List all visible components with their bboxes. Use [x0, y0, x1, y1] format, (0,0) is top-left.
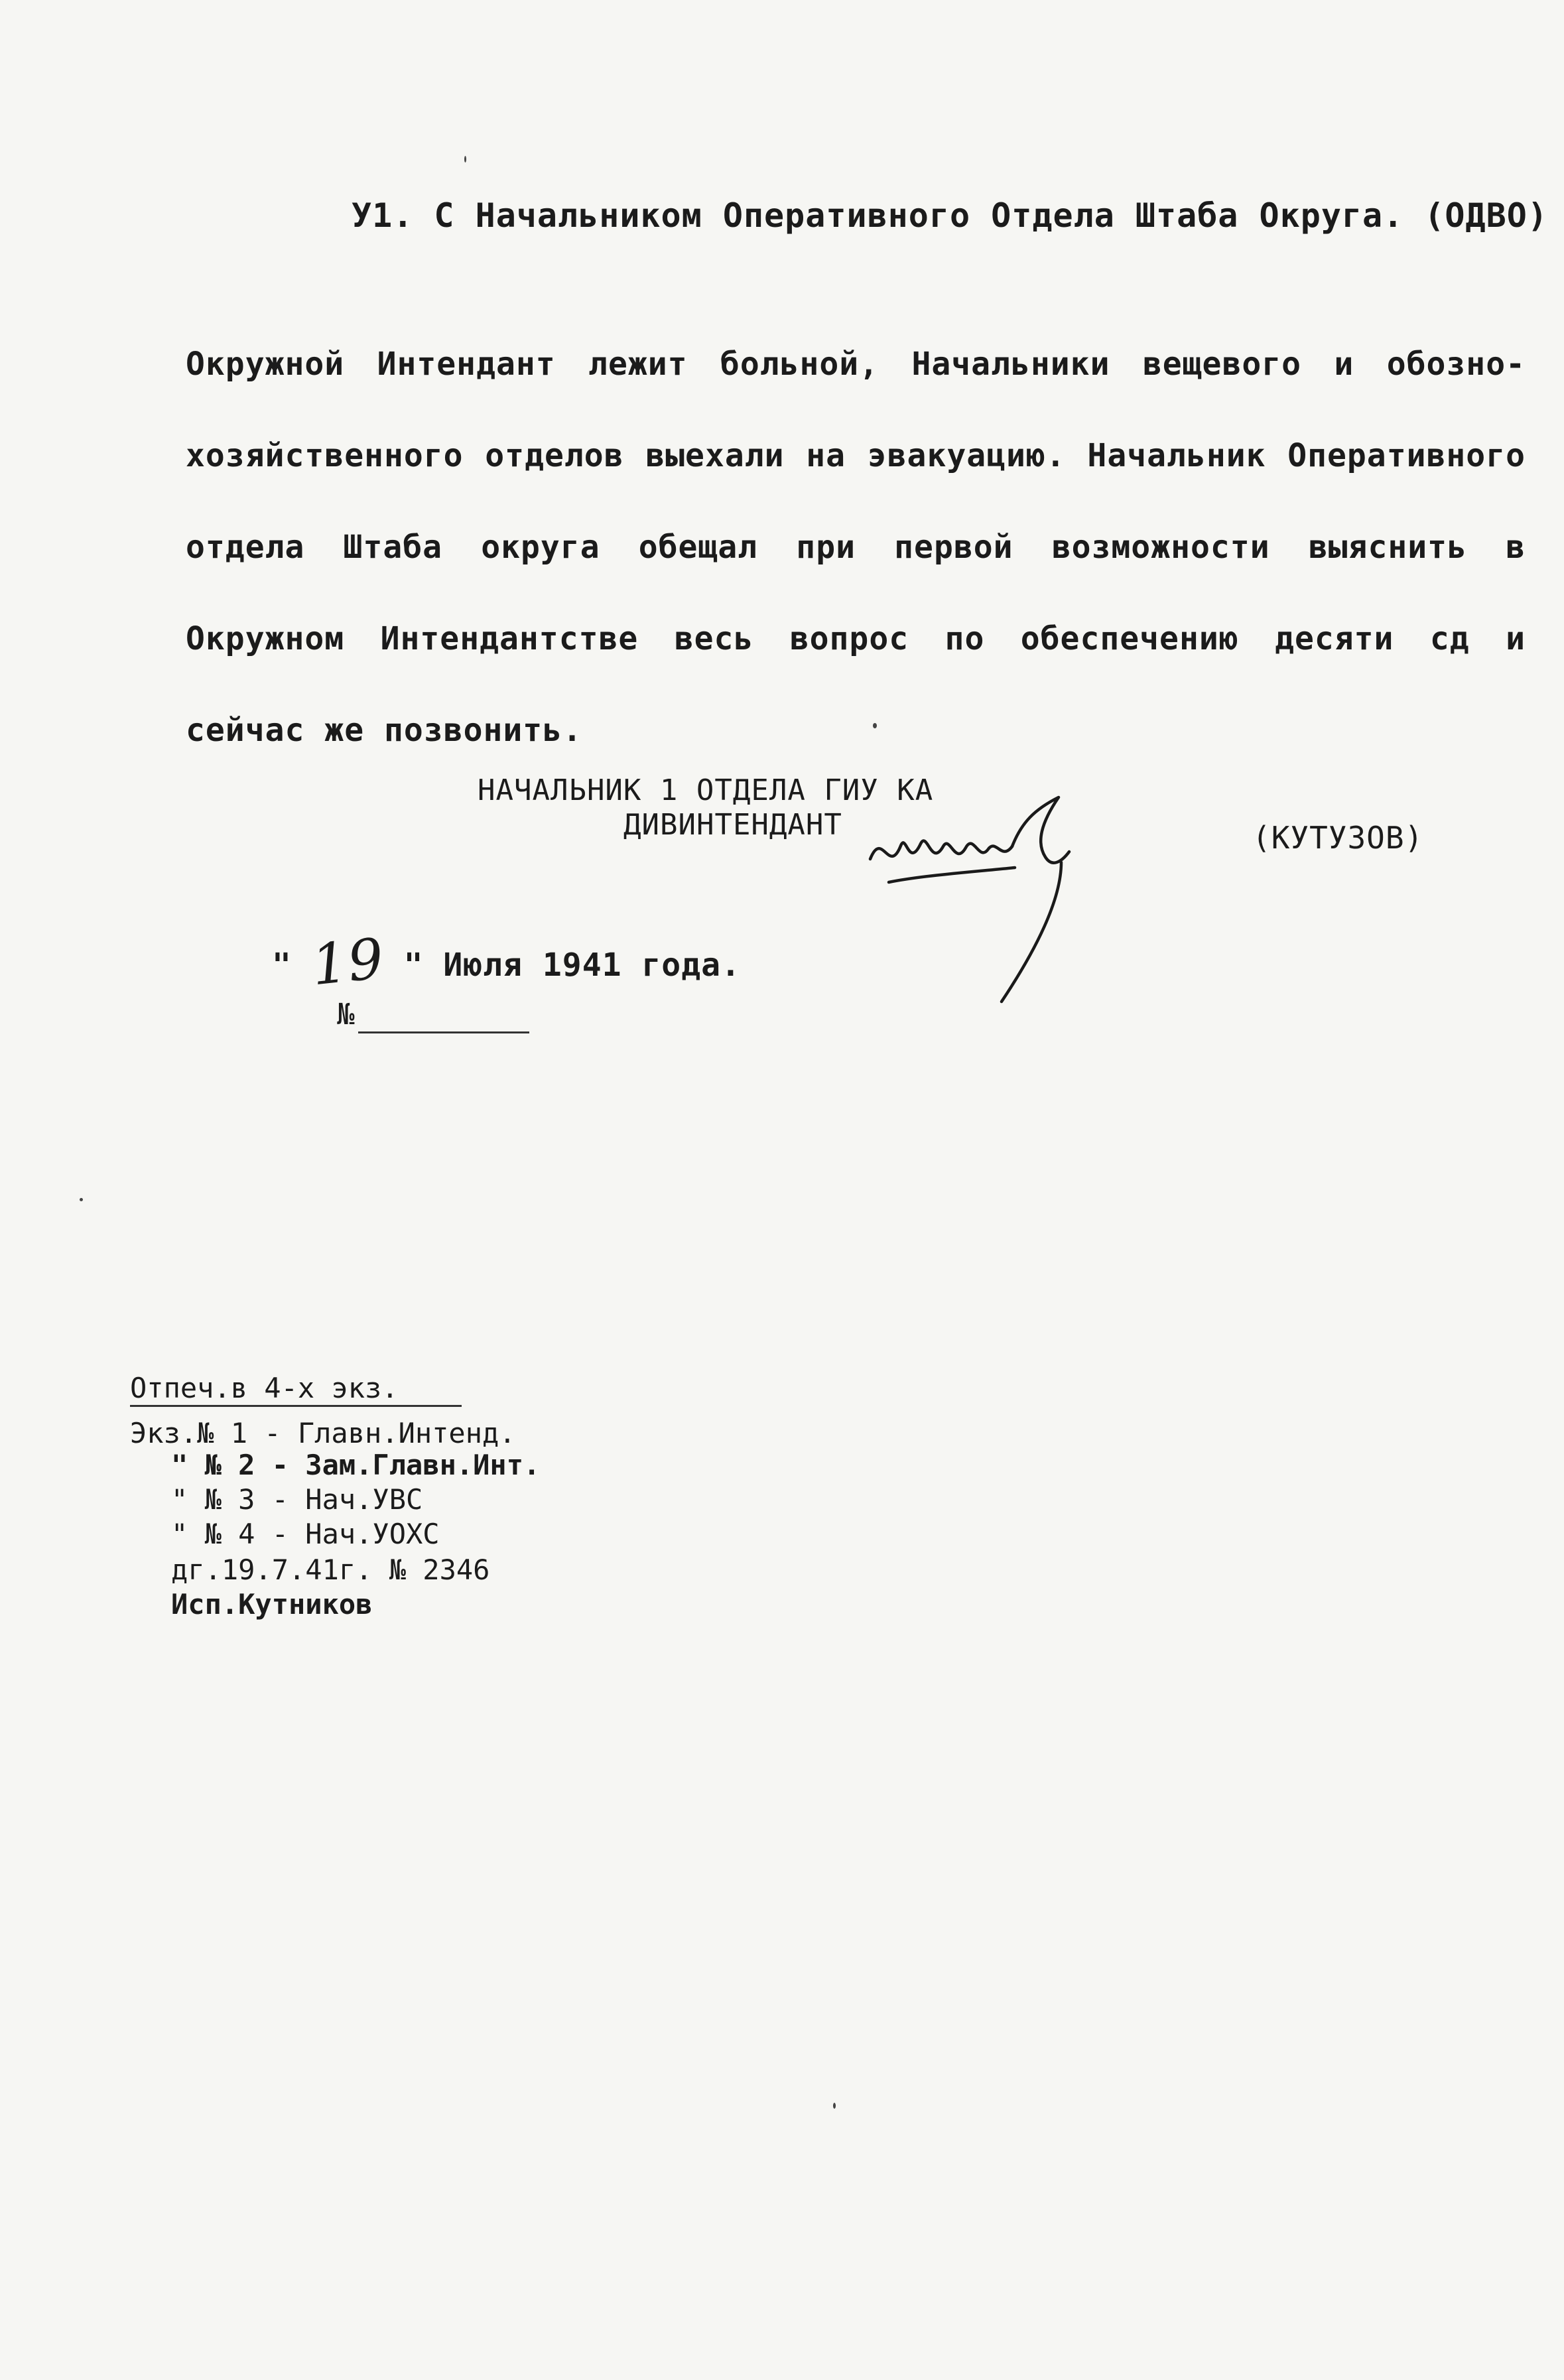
document-date: [272, 925, 741, 998]
document-number-blank: [358, 1031, 529, 1033]
distribution-line: Исп.Кутников: [171, 1588, 373, 1620]
distribution-line: " № 2 - Зам.Главн.Инт.: [171, 1449, 541, 1481]
paper-speck: [873, 723, 877, 728]
distribution-header-underline: [130, 1405, 462, 1407]
paper-speck: [80, 1198, 83, 1201]
paper-speck: [464, 156, 466, 163]
distribution-header: Отпеч.в 4-х экз.: [130, 1372, 399, 1404]
document-number-label: №: [337, 998, 356, 1031]
distribution-line: " № 4 - Нач.УОХС: [171, 1518, 440, 1550]
signatory-name: (КУТУЗОВ): [1252, 820, 1424, 856]
date-open-quote: ": [272, 947, 292, 984]
signatory-rank: ДИВИНТЕНДАНТ: [623, 808, 842, 842]
body-paragraph: Окружной Интендант лежит больной, Начальники вещевого и обозно-хозяйственного отделов выехали на эвакуацию. Начальник Оперативного отдела Штаба округа обещал при первой возможности выяснить в Окружном Интендантстве весь вопрос по обеспечению десяти сд и сейчас же позвонить.: [186, 346, 1526, 749]
paper-speck: [833, 2103, 836, 2109]
handwritten-signature: [862, 783, 1088, 1015]
section-heading: У1. С Начальником Оперативного Отдела Штаба Округа. (ОДВО): [352, 196, 1548, 235]
signatory-title: НАЧАЛЬНИК 1 ОТДЕЛА ГИУ КА: [478, 773, 934, 807]
distribution-line: дг.19.7.41г. № 2346: [171, 1554, 490, 1586]
date-month-year: " Июля 1941 года.: [403, 947, 741, 984]
date-day-handwritten: 19: [308, 925, 387, 998]
distribution-line: " № 3 - Нач.УВС: [171, 1483, 423, 1516]
distribution-line: Экз.№ 1 - Главн.Интенд.: [130, 1417, 516, 1449]
